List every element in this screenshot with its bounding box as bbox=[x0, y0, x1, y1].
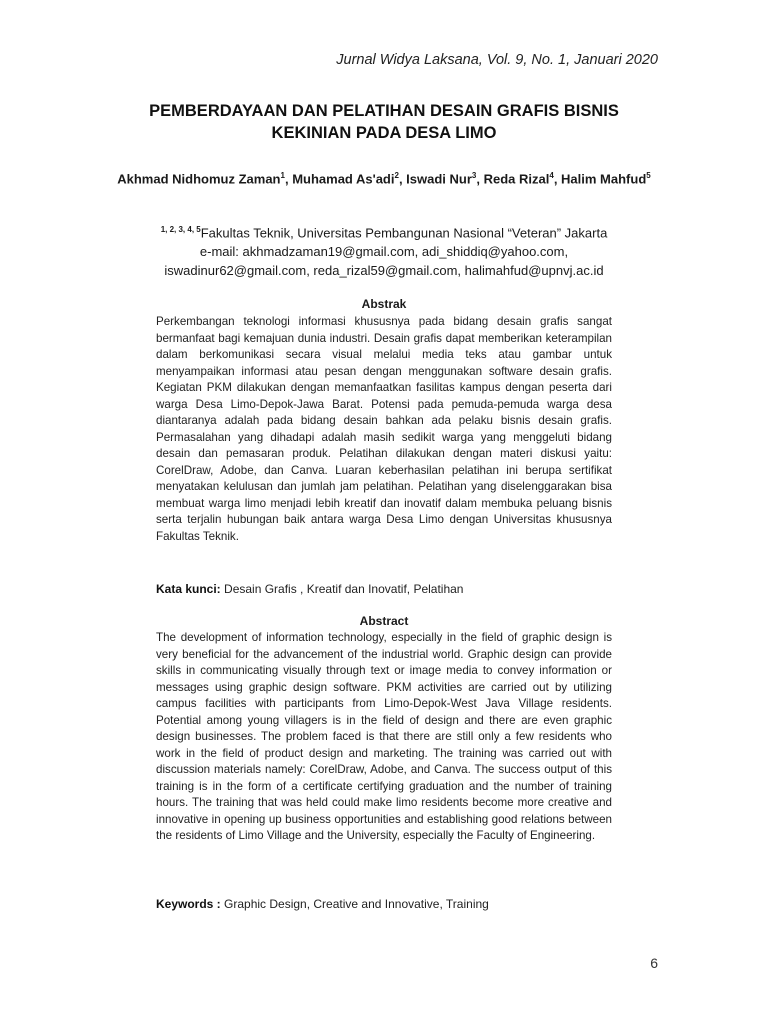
author-name: Reda Rizal bbox=[483, 171, 550, 187]
affiliation-line bbox=[110, 220, 658, 242]
author-name: Muhamad As'adi bbox=[292, 171, 395, 187]
author-mark: 1 bbox=[280, 171, 285, 180]
author-sep: , bbox=[476, 171, 484, 187]
author-mark: 5 bbox=[646, 171, 651, 180]
email-line-1: e-mail: akhmadzaman19@gmail.com, adi_shiddiq@yahoo.com, bbox=[199, 244, 569, 260]
abstract-body: The development of information technology, especially in the field of graphic design is very beneficial for the advancement of the industrial world. Graphic design can provide skills in communicating visually through text or image media to convey information or messages using graphic design software. PKM activities are carried out by utilizing campus facilities with participants from Limo-Depok-West Java Village residents. Potential among young villagers is in the field of design and there are even graphic design businesses. The problem faced is that there are still only a few residents who work in the field of product design and marketing. The training was carried out with discussion materials namely: CorelDraw, Adobe, and Canva. The success output of this training is in the form of a certificate certifying graduation and the number of training hours. The training that was held could make limo residents become more creative and innovative in opening up business opportunities and establishing good relations between the residents of Limo Village and the University, especially the Faculty of Engineering. bbox=[156, 631, 612, 842]
kata-kunci-value: Desain Grafis , Kreatif dan Inovatif, Pelatihan bbox=[220, 582, 464, 596]
journal-header: Jurnal Widya Laksana, Vol. 9, No. 1, Januari 2020 bbox=[336, 52, 658, 68]
author-mark: 2 bbox=[394, 171, 399, 180]
author-list bbox=[100, 166, 668, 188]
author-sep: , bbox=[553, 171, 562, 187]
author-name: Iswadi Nur bbox=[406, 171, 472, 187]
abstract-heading: Abstract bbox=[359, 614, 409, 628]
kata-kunci-label: Kata kunci: bbox=[156, 582, 221, 596]
author-mark: 3 bbox=[471, 171, 477, 180]
author-name: Halim Mahfud bbox=[561, 171, 647, 187]
keywords-value: Graphic Design, Creative and Innovative, Training bbox=[220, 897, 489, 911]
page-number: 6 bbox=[650, 955, 658, 971]
title-line-1: PEMBERDAYAAN DAN PELATIHAN DESAIN GRAFIS BISNIS bbox=[149, 102, 619, 120]
affiliation-block bbox=[110, 220, 658, 280]
affiliation-marks: 1, 2, 3, 4, 5 bbox=[160, 225, 201, 234]
email-line-2: iswadinur62@gmail.com, reda_rizal59@gmail.com, halimahfud@upnvj.ac.id bbox=[164, 263, 604, 279]
author-name: Akhmad Nidhomuz Zaman bbox=[117, 171, 281, 187]
abstrak-body: Perkembangan teknologi informasi khususnya pada bidang desain grafis sangat bermanfaat bagi kemajuan dunia industri. Desain grafis dapat memberikan keterampilan dalam berkomunikasi secara visual melalui media teks atau gambar untuk menyampaikan informasi atau pesan dengan menggunakan software desain grafis. Kegiatan PKM dilakukan dengan memanfaatkan fasilitas kampus dengan peserta dari warga Desa Limo-Depok-Jawa Barat. Potensi pada pemuda-pemuda warga desa diantaranya adalah pada bidang desain bahkan ada pelaku bisnis desain grafis. Permasalahan yang dihadapi adalah masih sedikit warga yang menggeluti bidang desain dan pemasaran produk. Pelatihan dilakukan dengan materi diskusi yaitu: CorelDraw, Adobe, dan Canva. Luaran keberhasilan pelatihan ini berupa sertifikat menyatakan kelulusan dan jumlah jam pelatihan. Pelatihan yang diselenggarakan bisa membuat warga limo menjadi lebih kreatif dan inovatif dalam membuka peluang bisnis serta terjalin hubungan baik antara warga Desa Limo dengan Universitas khususnya Fakultas Teknik. bbox=[156, 315, 612, 543]
affiliation-text: Fakultas Teknik, Universitas Pembangunan Nasional “Veteran” Jakarta bbox=[200, 225, 608, 241]
keywords bbox=[156, 897, 626, 911]
paper-title bbox=[0, 100, 768, 144]
author-sep: , bbox=[284, 171, 293, 187]
author-sep: , bbox=[398, 171, 407, 187]
abstrak-heading: Abstrak bbox=[361, 297, 407, 311]
author-mark: 4 bbox=[549, 171, 554, 180]
kata-kunci bbox=[156, 582, 626, 596]
keywords-label: Keywords : bbox=[156, 897, 221, 911]
title-line-2: KEKINIAN PADA DESA LIMO bbox=[271, 124, 497, 142]
